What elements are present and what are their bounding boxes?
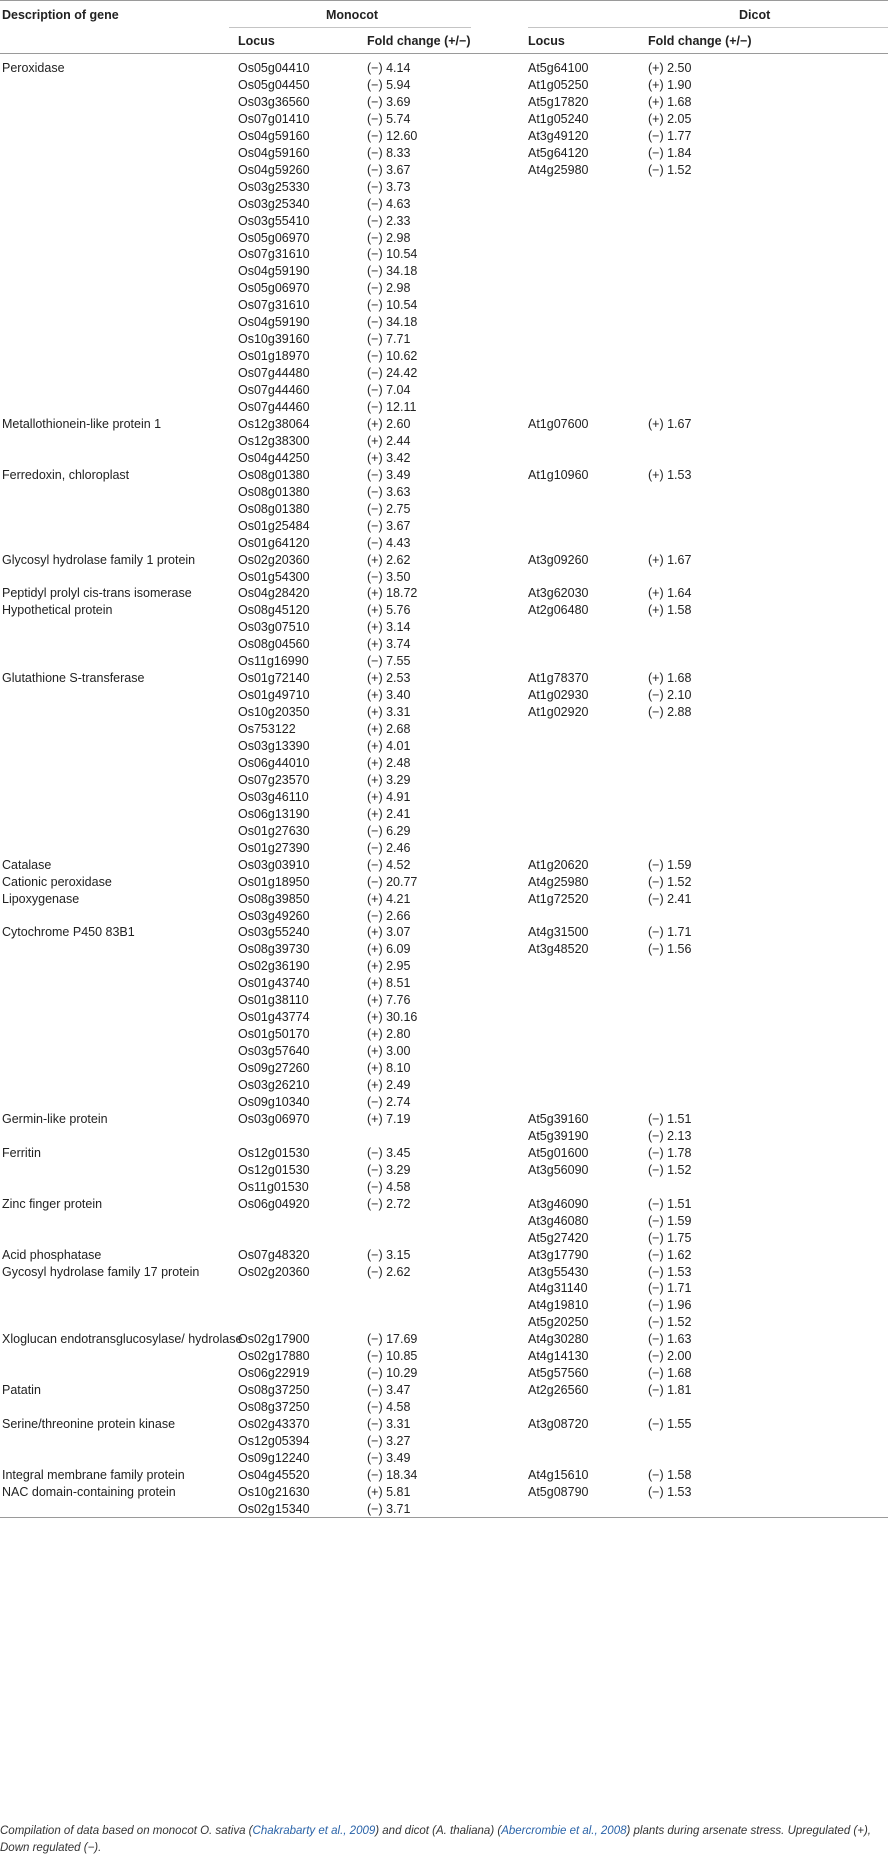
monocot-locus: Os04g59160	[238, 145, 310, 160]
monocot-locus: Os05g06970	[238, 281, 310, 296]
monocot-locus: Os05g04410	[238, 61, 310, 75]
header-monocot-fold-change: Fold change (+/−)	[367, 34, 471, 48]
monocot-locus: Os01g64120	[238, 535, 310, 550]
monocot-locus: Os04g59190	[238, 264, 310, 279]
gene-description: Patatin	[2, 1383, 41, 1398]
monocot-fold-change: (+) 2.60	[367, 416, 411, 431]
dicot-locus: At4g31140	[528, 1281, 588, 1296]
footnote-reference-1[interactable]: Chakrabarty et al., 2009	[252, 1825, 376, 1837]
monocot-fold-change: (−) 4.58	[367, 1179, 411, 1194]
monocot-fold-change: (+) 7.76	[367, 993, 411, 1008]
gene-description: Zinc finger protein	[2, 1196, 103, 1211]
dicot-locus: At3g46080	[528, 1213, 589, 1228]
monocot-locus: Os07g44460	[238, 383, 310, 398]
monocot-locus: Os08g01380	[238, 484, 310, 499]
dicot-locus: At5g17820	[528, 94, 589, 109]
dicot-locus: At5g08790	[528, 1484, 589, 1499]
monocot-locus: Os01g25484	[238, 518, 310, 533]
dicot-locus: At5g39160	[528, 1111, 589, 1126]
monocot-fold-change: (+) 3.14	[367, 620, 411, 635]
dicot-locus: At3g62030	[528, 586, 589, 601]
dicot-locus: At5g57560	[528, 1366, 589, 1381]
monocot-fold-change: (+) 2.41	[367, 806, 411, 821]
monocot-fold-change: (−) 3.49	[367, 1450, 411, 1465]
monocot-locus: Os01g54300	[238, 569, 310, 584]
monocot-fold-change: (−) 4.58	[367, 1400, 411, 1414]
monocot-fold-change: (−) 2.66	[367, 908, 411, 923]
monocot-locus: Os03g25330	[238, 179, 310, 194]
monocot-fold-change: (−) 8.33	[367, 145, 411, 160]
monocot-fold-change: (+) 2.48	[367, 755, 411, 770]
monocot-fold-change: (+) 3.31	[367, 705, 411, 720]
dicot-locus: At1g20620	[528, 857, 589, 872]
monocot-fold-change: (−) 4.63	[367, 196, 411, 211]
monocot-locus: Os753122	[238, 722, 296, 736]
dicot-fold-change: (−) 1.77	[648, 128, 692, 143]
dicot-fold-change: (−) 1.51	[648, 1111, 692, 1126]
monocot-locus: Os03g25340	[238, 196, 310, 211]
dicot-fold-change: (−) 1.58	[648, 1467, 692, 1482]
dicot-locus: At5g01600	[528, 1145, 589, 1160]
gene-description: Hypothetical protein	[2, 603, 113, 618]
monocot-fold-change: (−) 24.42	[367, 366, 418, 381]
monocot-fold-change: (+) 3.29	[367, 772, 411, 787]
monocot-locus: Os06g44010	[238, 755, 310, 770]
gene-description: Peroxidase	[2, 61, 65, 75]
dicot-span-rule	[528, 27, 888, 28]
monocot-locus: Os09g12240	[238, 1450, 310, 1465]
gene-description: Integral membrane family protein	[2, 1467, 185, 1482]
gene-description: Serine/threonine protein kinase	[2, 1417, 176, 1431]
monocot-fold-change: (−) 3.71	[367, 1501, 411, 1516]
header-dicot-locus: Locus	[528, 34, 565, 48]
dicot-fold-change: (−) 1.52	[648, 1315, 692, 1330]
monocot-fold-change: (−) 2.98	[367, 230, 411, 245]
monocot-locus: Os08g39730	[238, 942, 310, 957]
monocot-locus: Os06g22919	[238, 1366, 310, 1381]
dicot-locus: At5g64100	[528, 61, 589, 75]
dicot-locus: At3g17790	[528, 1247, 589, 1262]
dicot-fold-change: (+) 1.58	[648, 603, 692, 618]
monocot-fold-change: (−) 3.31	[367, 1417, 411, 1431]
monocot-fold-change: (+) 2.95	[367, 959, 411, 974]
monocot-locus: Os06g04920	[238, 1196, 310, 1211]
monocot-fold-change: (+) 2.44	[367, 433, 411, 448]
dicot-fold-change: (−) 1.52	[648, 1162, 692, 1177]
dicot-fold-change: (+) 2.50	[648, 61, 692, 75]
monocot-fold-change: (−) 12.60	[367, 128, 418, 143]
footnote-text-1: Compilation of data based on monocot O. sativa (	[0, 1825, 253, 1837]
dicot-locus: At5g64120	[528, 145, 589, 160]
monocot-fold-change: (−) 3.29	[367, 1162, 411, 1177]
monocot-fold-change: (+) 4.21	[367, 891, 411, 906]
header-monocot-locus: Locus	[238, 34, 275, 48]
gene-description: Lipoxygenase	[2, 891, 80, 906]
dicot-locus: At2g26560	[528, 1383, 589, 1398]
gene-description: Ferredoxin, chloroplast	[2, 467, 130, 482]
monocot-locus: Os07g44480	[238, 366, 310, 381]
gene-description: Peptidyl prolyl cis-trans isomerase	[2, 586, 192, 601]
monocot-fold-change: (−) 3.73	[367, 179, 411, 194]
monocot-locus: Os06g13190	[238, 806, 310, 821]
monocot-locus: Os01g50170	[238, 1027, 310, 1042]
dicot-locus: At3g46090	[528, 1196, 589, 1211]
monocot-fold-change: (−) 3.67	[367, 518, 411, 533]
monocot-locus: Os08g45120	[238, 603, 310, 618]
dicot-fold-change: (+) 1.67	[648, 552, 692, 567]
dicot-fold-change: (−) 1.78	[648, 1145, 692, 1160]
monocot-locus: Os03g26210	[238, 1078, 310, 1092]
monocot-locus: Os03g55410	[238, 213, 310, 228]
dicot-locus: At2g06480	[528, 603, 589, 618]
gene-description: Germin-like protein	[2, 1111, 108, 1126]
monocot-locus: Os12g05394	[238, 1434, 310, 1448]
monocot-fold-change: (+) 2.68	[367, 722, 411, 736]
header-monocot: Monocot	[326, 8, 379, 22]
dicot-locus: At1g10960	[528, 467, 589, 482]
monocot-locus: Os01g18970	[238, 349, 310, 364]
monocot-fold-change: (+) 6.09	[367, 942, 411, 957]
dicot-locus: At3g56090	[528, 1162, 589, 1177]
gene-description: Cytochrome P450 83B1	[2, 925, 135, 940]
monocot-locus: Os10g21630	[238, 1484, 310, 1499]
dicot-locus: At3g48520	[528, 942, 589, 957]
dicot-fold-change: (−) 1.71	[648, 1281, 692, 1296]
monocot-locus: Os02g15340	[238, 1501, 310, 1516]
monocot-fold-change: (+) 2.53	[367, 671, 411, 686]
monocot-fold-change: (−) 4.52	[367, 857, 411, 872]
gene-description: Gycosyl hydrolase family 17 protein	[2, 1264, 200, 1279]
monocot-fold-change: (+) 3.40	[367, 688, 411, 703]
monocot-fold-change: (−) 10.54	[367, 247, 418, 262]
dicot-fold-change: (+) 1.68	[648, 94, 692, 109]
monocot-fold-change: (−) 10.85	[367, 1349, 418, 1364]
monocot-fold-change: (−) 3.67	[367, 162, 411, 177]
monocot-locus: Os04g59260	[238, 162, 310, 177]
monocot-fold-change: (−) 17.69	[367, 1332, 418, 1347]
monocot-locus: Os03g49260	[238, 908, 310, 923]
header-description: Description of gene	[2, 8, 119, 22]
monocot-locus: Os04g45520	[238, 1467, 310, 1482]
dicot-locus: At1g07600	[528, 416, 589, 431]
monocot-fold-change: (+) 18.72	[367, 586, 418, 601]
monocot-fold-change: (−) 34.18	[367, 264, 418, 279]
monocot-locus: Os04g44250	[238, 450, 310, 465]
monocot-locus: Os08g39850	[238, 891, 310, 906]
monocot-fold-change: (−) 2.72	[367, 1196, 411, 1211]
dicot-locus: At5g20250	[528, 1315, 589, 1330]
dicot-fold-change: (−) 1.62	[648, 1247, 692, 1262]
monocot-fold-change: (+) 3.42	[367, 450, 411, 465]
monocot-fold-change: (−) 12.11	[367, 400, 417, 414]
monocot-fold-change: (−) 7.04	[367, 383, 411, 398]
dicot-locus: At1g05240	[528, 111, 589, 126]
monocot-fold-change: (−) 10.29	[367, 1366, 418, 1381]
dicot-fold-change: (−) 1.52	[648, 874, 692, 889]
dicot-locus: At4g30280	[528, 1332, 589, 1347]
monocot-fold-change: (+) 2.80	[367, 1027, 411, 1042]
dicot-fold-change: (−) 1.81	[648, 1383, 692, 1398]
dicot-fold-change: (−) 2.13	[648, 1128, 692, 1143]
monocot-locus: Os02g43370	[238, 1417, 310, 1431]
header-dicot: Dicot	[739, 8, 771, 22]
monocot-locus: Os05g06970	[238, 230, 310, 245]
dicot-fold-change: (−) 1.56	[648, 942, 692, 957]
monocot-locus: Os01g38110	[238, 993, 309, 1008]
dicot-fold-change: (−) 1.53	[648, 1484, 692, 1499]
monocot-locus: Os03g36560	[238, 94, 310, 109]
monocot-locus: Os04g28420	[238, 586, 310, 601]
monocot-locus: Os02g20360	[238, 1264, 310, 1279]
monocot-fold-change: (−) 3.69	[367, 94, 411, 109]
monocot-locus: Os03g55240	[238, 925, 310, 940]
monocot-fold-change: (+) 2.49	[367, 1078, 411, 1092]
header-dicot-fold-change: Fold change (+/−)	[648, 34, 752, 48]
monocot-fold-change: (+) 4.91	[367, 789, 411, 804]
monocot-locus: Os05g04450	[238, 78, 310, 92]
monocot-fold-change: (−) 5.74	[367, 111, 411, 126]
dicot-locus: At1g72520	[528, 891, 589, 906]
dicot-fold-change: (−) 2.10	[648, 688, 692, 703]
dicot-fold-change: (+) 2.05	[648, 111, 692, 126]
monocot-fold-change: (+) 8.10	[367, 1061, 411, 1075]
dicot-locus: At3g08720	[528, 1417, 589, 1431]
monocot-fold-change: (+) 4.01	[367, 739, 411, 753]
dicot-fold-change: (+) 1.90	[648, 78, 692, 92]
monocot-fold-change: (−) 4.43	[367, 535, 411, 550]
monocot-span-rule	[229, 27, 471, 28]
monocot-locus: Os12g01530	[238, 1145, 310, 1160]
monocot-locus: Os07g31610	[238, 298, 310, 313]
dicot-fold-change: (−) 1.71	[648, 925, 692, 940]
dicot-fold-change: (+) 1.64	[648, 586, 692, 601]
dicot-locus: At4g25980	[528, 162, 589, 177]
dicot-locus: At4g15610	[528, 1467, 589, 1482]
monocot-fold-change: (−) 3.27	[367, 1434, 411, 1448]
monocot-fold-change: (−) 3.50	[367, 569, 411, 584]
monocot-fold-change: (+) 5.76	[367, 603, 411, 618]
dicot-fold-change: (−) 1.52	[648, 162, 692, 177]
monocot-locus: Os07g01410	[238, 111, 310, 126]
monocot-fold-change: (+) 3.74	[367, 637, 411, 652]
dicot-locus: At1g05250	[528, 78, 589, 92]
dicot-locus: At1g02930	[528, 688, 589, 703]
monocot-locus: Os08g04560	[238, 637, 310, 652]
monocot-fold-change: (+) 30.16	[367, 1010, 418, 1025]
monocot-fold-change: (−) 7.55	[367, 654, 411, 669]
dicot-locus: At4g31500	[528, 925, 589, 940]
dicot-fold-change: (−) 2.88	[648, 705, 692, 720]
monocot-fold-change: (−) 3.47	[367, 1383, 411, 1398]
dicot-fold-change: (−) 1.51	[648, 1196, 692, 1211]
dicot-locus: At3g09260	[528, 552, 589, 567]
monocot-fold-change: (−) 18.34	[367, 1467, 418, 1482]
monocot-locus: Os02g20360	[238, 552, 310, 567]
gene-description: Ferritin	[2, 1145, 41, 1160]
dicot-locus: At5g27420	[528, 1230, 589, 1245]
dicot-locus: At4g14130	[528, 1349, 589, 1364]
monocot-locus: Os09g27260	[238, 1061, 310, 1075]
dicot-locus: At1g78370	[528, 671, 589, 686]
gene-description: Cationic peroxidase	[2, 874, 112, 889]
dicot-locus: At4g25980	[528, 874, 589, 889]
monocot-locus: Os12g38300	[238, 433, 310, 448]
monocot-locus: Os08g37250	[238, 1383, 310, 1398]
gene-description: Glutathione S-transferase	[2, 671, 145, 686]
dicot-fold-change: (+) 1.67	[648, 416, 692, 431]
monocot-fold-change: (−) 2.62	[367, 1264, 411, 1279]
monocot-locus: Os07g48320	[238, 1247, 310, 1262]
monocot-locus: Os10g20350	[238, 705, 310, 720]
monocot-locus: Os03g57640	[238, 1044, 310, 1059]
monocot-fold-change: (−) 2.33	[367, 213, 411, 228]
monocot-fold-change: (−) 4.14	[367, 61, 411, 75]
dicot-fold-change: (−) 1.53	[648, 1264, 692, 1279]
monocot-locus: Os01g18950	[238, 874, 310, 889]
monocot-fold-change: (−) 10.54	[367, 298, 418, 313]
monocot-fold-change: (−) 3.63	[367, 484, 411, 499]
monocot-fold-change: (+) 3.07	[367, 925, 411, 940]
monocot-locus: Os03g13390	[238, 739, 310, 753]
footnote-reference-2[interactable]: Abercrombie et al., 2008	[501, 1825, 627, 1837]
monocot-fold-change: (−) 7.71	[367, 332, 411, 347]
monocot-fold-change: (−) 2.74	[367, 1095, 411, 1109]
monocot-fold-change: (−) 5.94	[367, 78, 411, 92]
dicot-locus: At3g49120	[528, 128, 589, 143]
gene-description: Glycosyl hydrolase family 1 protein	[2, 552, 196, 567]
gene-description: Catalase	[2, 857, 52, 872]
monocot-fold-change: (+) 8.51	[367, 976, 411, 991]
monocot-locus: Os07g44460	[238, 400, 310, 414]
dicot-fold-change: (−) 1.59	[648, 857, 692, 872]
monocot-fold-change: (−) 3.45	[367, 1145, 411, 1160]
gene-description: NAC domain-containing protein	[2, 1484, 176, 1499]
monocot-locus: Os08g01380	[238, 501, 310, 516]
monocot-locus: Os01g43740	[238, 976, 310, 991]
monocot-locus: Os11g01530	[238, 1179, 309, 1194]
monocot-locus: Os04g59160	[238, 128, 310, 143]
monocot-locus: Os01g43774	[238, 1010, 310, 1025]
monocot-fold-change: (−) 2.75	[367, 501, 411, 516]
dicot-fold-change: (−) 2.41	[648, 891, 692, 906]
monocot-fold-change: (+) 2.62	[367, 552, 411, 567]
monocot-locus: Os09g10340	[238, 1095, 310, 1109]
monocot-locus: Os12g38064	[238, 416, 310, 431]
monocot-fold-change: (−) 3.49	[367, 467, 411, 482]
bottom-rule	[0, 1517, 888, 1518]
monocot-fold-change: (+) 3.00	[367, 1044, 411, 1059]
monocot-locus: Os02g36190	[238, 959, 310, 974]
table-footnote	[0, 1823, 888, 1857]
dicot-locus: At4g19810	[528, 1298, 589, 1313]
monocot-fold-change: (+) 7.19	[367, 1111, 411, 1126]
monocot-locus: Os03g03910	[238, 857, 310, 872]
monocot-locus: Os01g49710	[238, 688, 310, 703]
gene-description: Acid phosphatase	[2, 1247, 102, 1262]
dicot-fold-change: (−) 1.68	[648, 1366, 692, 1381]
footnote-text-2: ) and dicot (A. thaliana) (	[375, 1825, 502, 1837]
dicot-fold-change: (−) 1.96	[648, 1298, 692, 1313]
monocot-fold-change: (−) 10.62	[367, 349, 418, 364]
monocot-fold-change: (−) 2.46	[367, 840, 411, 855]
footnote-text-3: ) plants during arsenate stress. Upregulated (+), Down regulated (−).	[0, 1825, 871, 1854]
dicot-locus: At5g39190	[528, 1128, 589, 1143]
monocot-locus: Os07g31610	[238, 247, 310, 262]
monocot-fold-change: (−) 6.29	[367, 823, 411, 838]
top-rule	[0, 0, 888, 1]
dicot-fold-change: (−) 1.59	[648, 1213, 692, 1228]
monocot-locus: Os03g06970	[238, 1111, 310, 1126]
monocot-locus: Os03g46110	[238, 789, 309, 804]
dicot-fold-change: (+) 1.68	[648, 671, 692, 686]
monocot-fold-change: (−) 2.98	[367, 281, 411, 296]
monocot-locus: Os08g37250	[238, 1400, 310, 1414]
monocot-locus: Os02g17880	[238, 1349, 310, 1364]
monocot-locus: Os02g17900	[238, 1332, 310, 1347]
monocot-locus: Os12g01530	[238, 1162, 310, 1177]
monocot-locus: Os07g23570	[238, 772, 310, 787]
dicot-fold-change: (−) 1.55	[648, 1417, 692, 1431]
dicot-fold-change: (−) 1.75	[648, 1230, 692, 1245]
dicot-fold-change: (−) 1.63	[648, 1332, 692, 1347]
monocot-locus: Os01g72140	[238, 671, 310, 686]
gene-description: Xloglucan endotransglucosylase/ hydrolase	[2, 1332, 243, 1347]
dicot-locus: At3g55430	[528, 1264, 589, 1279]
monocot-locus: Os08g01380	[238, 467, 310, 482]
monocot-locus: Os10g39160	[238, 332, 310, 347]
monocot-locus: Os03g07510	[238, 620, 310, 635]
monocot-fold-change: (+) 5.81	[367, 1484, 411, 1499]
dicot-fold-change: (+) 1.53	[648, 467, 692, 482]
monocot-fold-change: (−) 34.18	[367, 315, 418, 330]
dicot-fold-change: (−) 1.84	[648, 145, 692, 160]
header-rule	[0, 53, 888, 54]
monocot-fold-change: (−) 3.15	[367, 1247, 411, 1262]
monocot-fold-change: (−) 20.77	[367, 874, 418, 889]
dicot-fold-change: (−) 2.00	[648, 1349, 692, 1364]
dicot-locus: At1g02920	[528, 705, 589, 720]
gene-description: Metallothionein-like protein 1	[2, 416, 162, 431]
monocot-locus: Os04g59190	[238, 315, 310, 330]
monocot-locus: Os01g27390	[238, 840, 310, 855]
monocot-locus: Os11g16990	[238, 654, 309, 669]
monocot-locus: Os01g27630	[238, 823, 310, 838]
